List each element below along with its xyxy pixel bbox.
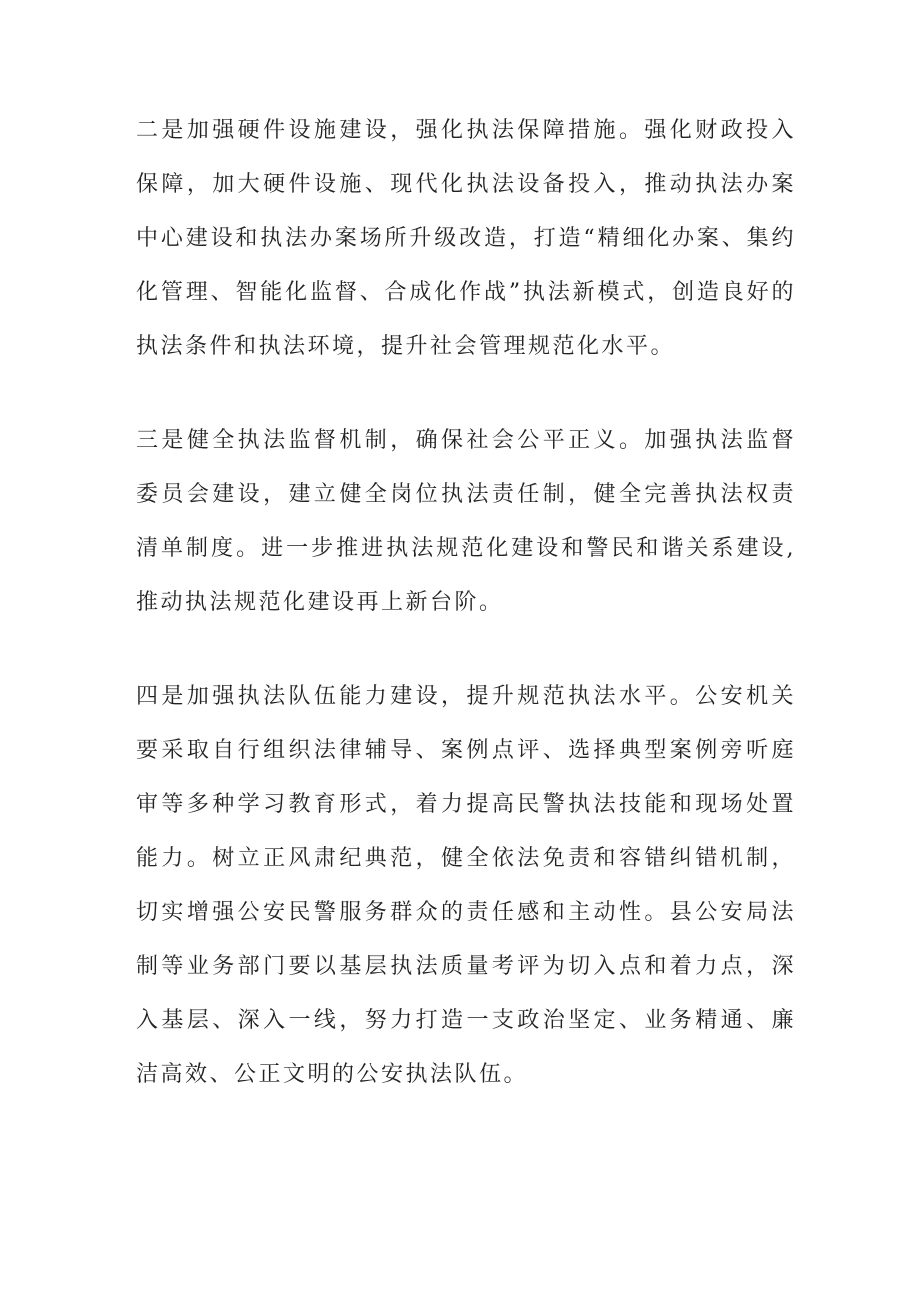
paragraph-supervision-mechanism: 三是健全执法监督机制，确保社会公平正义。加强执法监督委员会建设，建立健全岗位执法责任制，健全完善执法权责清单制度。进一步推进执法规范化建设和警民和谐关系建设,推动执法规范化建设再上新台阶。 (136, 428, 796, 615)
paragraph-team-capability: 四是加强执法队伍能力建设，提升规范执法水平。公安机关要采取自行组织法律辅导、案例点评、选择典型案例旁听庭审等多种学习教育形式，着力提高民警执法技能和现场处置能力。树立正风肃纪典范，健全依法免责和容错纠错机制，切实增强公安民警服务群众的责任感和主动性。县公安局法制等业务部门要以基层执法质量考评为切入点和着力点，深入基层、深入一线，努力打造一支政治坚定、业务精通、廉洁高效、公正文明的公安执法队伍。 (136, 684, 796, 1087)
document-body (136, 104, 796, 1102)
paragraph-hardware-facilities: 二是加强硬件设施建设，强化执法保障措施。强化财政投入保障，加大硬件设施、现代化执法设备投入，推动执法办案中心建设和执法办案场所升级改造，打造“精细化办案、集约化管理、智能化监督、合成化作战”执法新模式，创造良好的执法条件和执法环境，提升社会管理规范化水平。 (136, 118, 796, 359)
